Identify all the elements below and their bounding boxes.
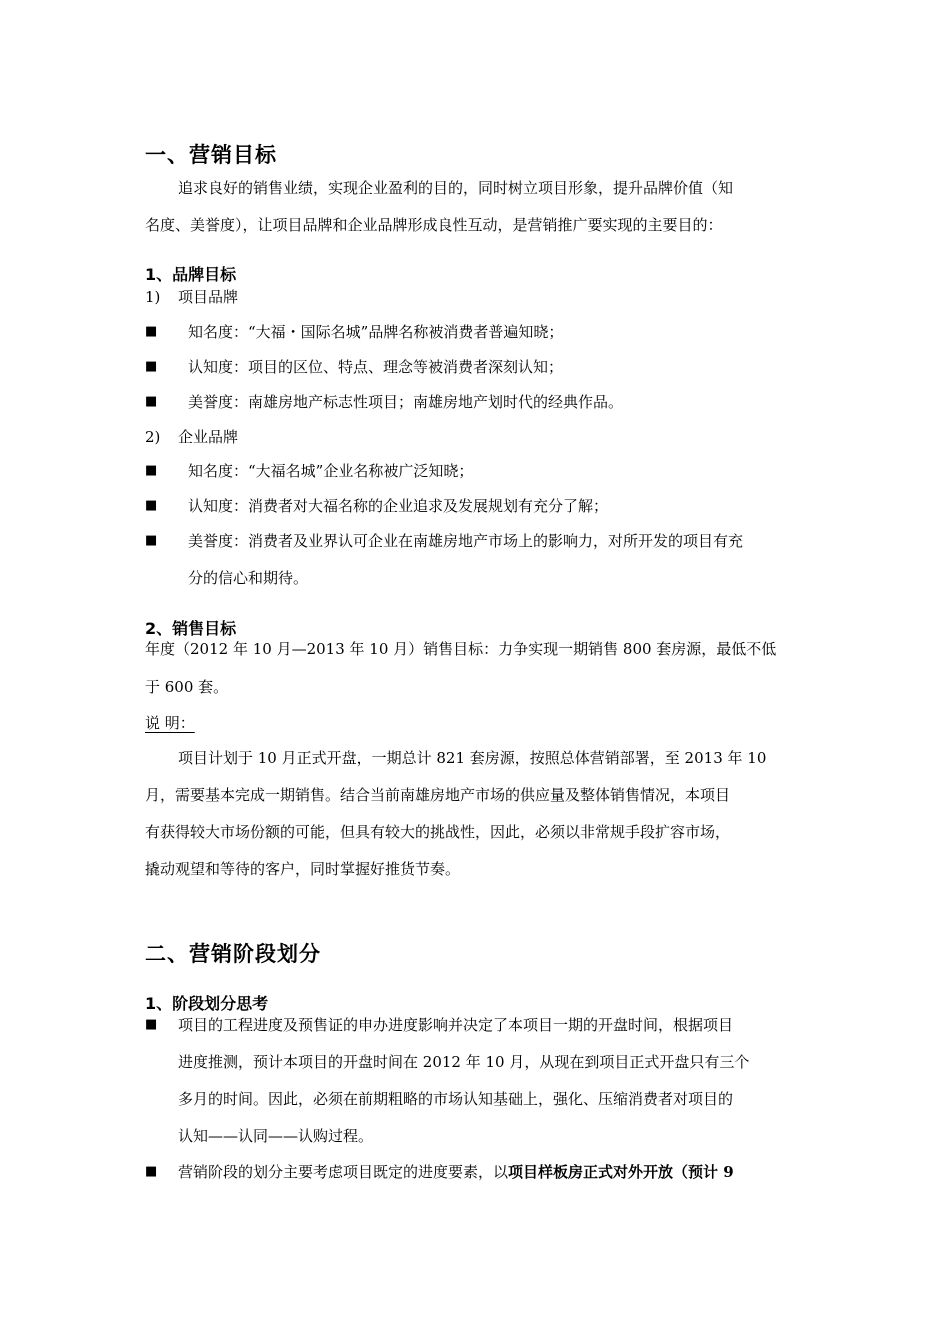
bullet-icon: ■ (145, 463, 158, 478)
stage-bullet-1-line-3: 多月的时间。因此，必须在前期粗略的市场认知基础上，强化、压缩消费者对项目的 (178, 1090, 734, 1108)
brand-goal-title: 1、品牌目标 (145, 265, 237, 284)
stage-bullet-2-bold-text: 项目样板房正式对外开放（预计 9 (508, 1163, 734, 1181)
sales-goal-title: 2、销售目标 (145, 619, 237, 638)
bullet-icon: ■ (145, 324, 158, 339)
company-brand-item-1: 知名度：“大福名城”企业名称被广泛知晓； (188, 462, 474, 480)
company-brand-number: 2) (145, 428, 161, 446)
project-brand-number: 1) (145, 288, 161, 306)
bullet-icon: ■ (145, 498, 158, 513)
project-brand-item-3: 美誉度：南雄房地产标志性项目；南雄房地产划时代的经典作品。 (188, 393, 624, 411)
bullet-icon: ■ (145, 1164, 158, 1179)
bullet-icon: ■ (145, 1017, 158, 1032)
stage-bullet-2-line-1 (178, 1162, 734, 1182)
stage-bullet-1-line-4: 认知——认同——认购过程。 (178, 1127, 374, 1145)
company-brand-item-3-continued: 分的信心和期待。 (188, 569, 309, 587)
project-brand-item-2: 认知度：项目的区位、特点、理念等被消费者深刻认知； (188, 358, 564, 376)
stage-bullet-1-line-1: 项目的工程进度及预售证的申办进度影响并决定了本项目一期的开盘时间，根据项目 (178, 1016, 734, 1034)
company-brand-item-3: 美誉度：消费者及业界认可企业在南雄房地产市场上的影响力，对所开发的项目有充 (188, 532, 744, 550)
stage-bullet-1-line-2: 进度推测，预计本项目的开盘时间在 2012 年 10 月，从现在到项目正式开盘只有三个 (178, 1053, 750, 1071)
company-brand-item-2: 认知度：消费者对大福名称的企业追求及发展规划有充分了解； (188, 497, 609, 515)
sales-goal-line-1: 年度（2012 年 10 月—2013 年 10 月）销售目标：力争实现一期销售 800 套房源，最低不低 (145, 640, 777, 658)
section-2-title: 二、营销阶段划分 (145, 942, 321, 966)
note-paragraph-line-4: 撬动观望和等待的客户，同时掌握好推货节奏。 (145, 860, 461, 878)
section-1-title: 一、营销目标 (145, 143, 277, 167)
sales-goal-line-2: 于 600 套。 (145, 678, 229, 696)
stage-bullet-2-text: 营销阶段的划分主要考虑项目既定的进度要素，以 (178, 1163, 509, 1181)
intro-line-1: 追求良好的销售业绩，实现企业盈利的目的，同时树立项目形象，提升品牌价值（知 (178, 179, 734, 197)
stage-thinking-title: 1、阶段划分思考 (145, 994, 269, 1013)
company-brand-label: 企业品牌 (178, 428, 239, 446)
bullet-icon: ■ (145, 359, 158, 374)
note-label: 说 明： (145, 714, 195, 732)
note-paragraph-line-1: 项目计划于 10 月正式开盘，一期总计 821 套房源，按照总体营销部署，至 2013 年 10 (178, 749, 767, 767)
note-paragraph-line-2: 月，需要基本完成一期销售。结合当前南雄房地产市场的供应量及整体销售情况，本项目 (145, 786, 731, 804)
intro-line-2: 名度、美誉度），让项目品牌和企业品牌形成良性互动，是营销推广要实现的主要目的： (145, 216, 723, 234)
bullet-icon: ■ (145, 533, 158, 548)
note-paragraph-line-3: 有获得较大市场份额的可能，但具有较大的挑战性，因此，必须以非常规手段扩容市场， (145, 823, 731, 841)
bullet-icon: ■ (145, 394, 158, 409)
project-brand-label: 项目品牌 (178, 288, 239, 306)
project-brand-item-1: 知名度：“大福・国际名城”品牌名称被消费者普遍知晓； (188, 323, 564, 341)
